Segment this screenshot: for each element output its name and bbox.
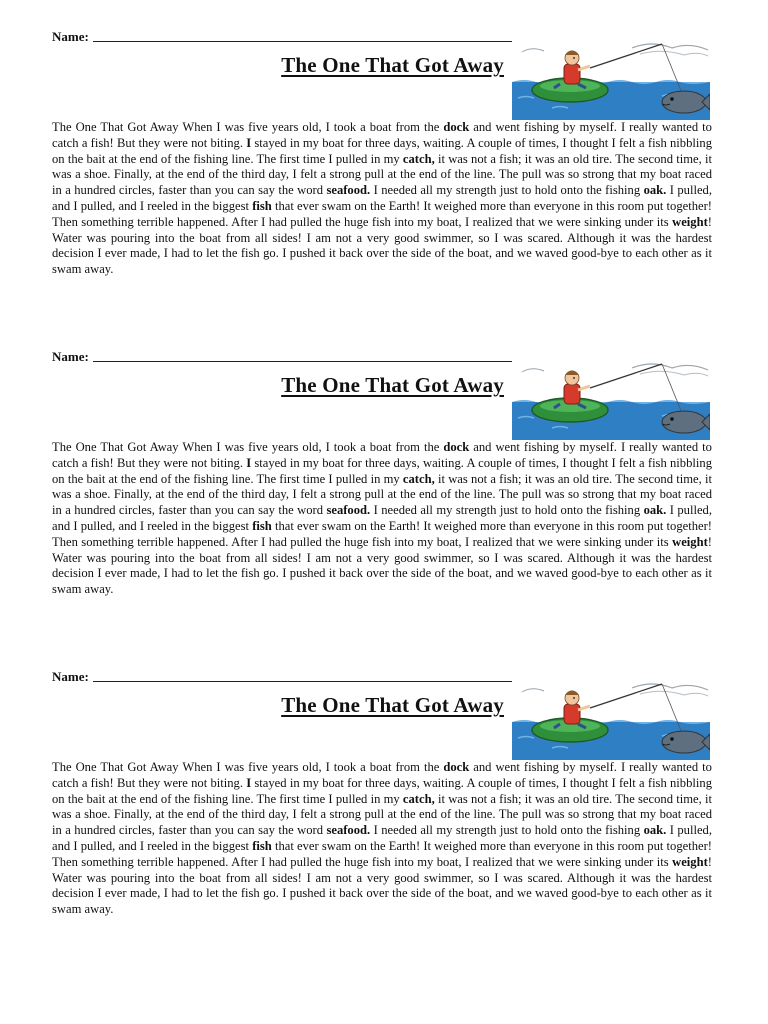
name-label: Name:: [52, 669, 89, 684]
story-paragraph: [52, 440, 712, 598]
name-label: Name:: [52, 349, 89, 364]
vocab-word: catch,: [402, 791, 435, 806]
story-run: stayed in my boat for three days, waiting. A couple of times, I thought I felt a fish nibbling on the bait at the end of the fishing line. The first time I pulled in my: [52, 135, 712, 166]
story-run: ! Water was pouring into the boat from all sides! I am not a very good swimmer, so I was scared. Although it was the hardest decision I ever made, I had to let the fish go. I pushed it back over the side of the boat, and we waved good-bye to each other as it swam away.: [52, 534, 712, 597]
vocab-word: weight: [672, 534, 708, 549]
vocab-word: catch,: [402, 151, 435, 166]
worksheet-3: [52, 668, 712, 968]
story-run: ! Water was pouring into the boat from all sides! I am not a very good swimmer, so I was scared. Although it was the hardest decision I ever made, I had to let the fish go. I pushed it back over the side of the boat, and we waved good-bye to each other as it swam away.: [52, 214, 712, 277]
story-run: and went fishing by myself. I really wanted to catch a fish! But they were not biting.: [52, 440, 712, 470]
vocab-word: dock: [443, 120, 470, 134]
vocab-word: I: [246, 775, 252, 790]
story-run: that ever swam on the Earth! It weighed more than everyone in this room put together! Then something terrible happened. After I had pulled the huge fish into my boat, I realized that we were sinking under its: [52, 198, 712, 229]
story-run: it was not a fish; it was an old tire. The second time, it was a shoe. Finally, at the end of the third day, I felt a strong pull at the end of the line. The pull was so strong that my boat raced in a hundred circles, faster than you can say the word: [52, 791, 712, 838]
story-run: I needed all my strength just to hold onto the fishing: [370, 823, 644, 838]
story-text: [52, 440, 712, 598]
fishing-boy-icon: [512, 358, 710, 440]
story-run: The One That Got Away When I was five years old, I took a boat from the: [52, 440, 444, 454]
story-run: I pulled, and I pulled, and I reeled in the biggest: [52, 823, 713, 853]
story-run: and went fishing by myself. I really wanted to catch a fish! But they were not biting.: [52, 120, 712, 150]
worksheet-1: [52, 28, 712, 328]
story-run: that ever swam on the Earth! It weighed more than everyone in this room put together! Then something terrible happened. After I had pulled the huge fish into my boat, I realized that we were sinking under its: [52, 838, 712, 869]
story-run: I pulled, and I pulled, and I reeled in the biggest: [52, 503, 713, 533]
story-run: The One That Got Away When I was five years old, I took a boat from the: [52, 760, 444, 774]
vocab-word: weight: [672, 214, 708, 229]
worksheet-title: The One That Got Away: [281, 53, 504, 77]
story-text: [52, 120, 712, 278]
story-run: it was not a fish; it was an old tire. The second time, it was a shoe. Finally, at the end of the third day, I felt a strong pull at the end of the line. The pull was so strong that my boat raced in a hundred circles, faster than you can say the word: [52, 471, 712, 518]
vocab-word: oak.: [643, 823, 667, 838]
vocab-word: fish: [252, 518, 272, 533]
story-run: stayed in my boat for three days, waiting. A couple of times, I thought I felt a fish nibbling on the bait at the end of the fishing line. The first time I pulled in my: [52, 775, 712, 806]
fishing-boy-icon: [512, 678, 710, 760]
worksheet-title: The One That Got Away: [281, 693, 504, 717]
vocab-word: oak.: [643, 503, 667, 518]
vocab-word: oak.: [643, 183, 667, 198]
fishing-boy-icon: [512, 38, 710, 120]
story-text: [52, 760, 712, 918]
vocab-word: fish: [252, 198, 272, 213]
story-run: it was not a fish; it was an old tire. The second time, it was a shoe. Finally, at the end of the third day, I felt a strong pull at the end of the line. The pull was so strong that my boat raced in a hundred circles, faster than you can say the word: [52, 151, 712, 198]
story-paragraph: [52, 120, 712, 278]
story-run: that ever swam on the Earth! It weighed more than everyone in this room put together! Then something terrible happened. After I had pulled the huge fish into my boat, I realized that we were sinking under its: [52, 518, 712, 549]
worksheet-2: [52, 348, 712, 648]
worksheet-title: The One That Got Away: [281, 373, 504, 397]
story-run: ! Water was pouring into the boat from all sides! I am not a very good swimmer, so I was scared. Although it was the hardest decision I ever made, I had to let the fish go. I pushed it back over the side of the boat, and we waved good-bye to each other as it swam away.: [52, 854, 712, 917]
vocab-word: I: [246, 455, 252, 470]
vocab-word: catch,: [402, 471, 435, 486]
vocab-word: seafood.: [326, 823, 371, 838]
vocab-word: weight: [672, 854, 708, 869]
story-run: The One That Got Away When I was five years old, I took a boat from the: [52, 120, 444, 134]
story-run: I pulled, and I pulled, and I reeled in the biggest: [52, 183, 713, 213]
story-paragraph: [52, 760, 712, 918]
vocab-word: dock: [443, 760, 470, 774]
story-run: and went fishing by myself. I really wanted to catch a fish! But they were not biting.: [52, 760, 712, 790]
vocab-word: dock: [443, 440, 470, 454]
vocab-word: seafood.: [326, 183, 371, 198]
name-label: Name:: [52, 29, 89, 44]
story-run: stayed in my boat for three days, waiting. A couple of times, I thought I felt a fish nibbling on the bait at the end of the fishing line. The first time I pulled in my: [52, 455, 712, 486]
vocab-word: fish: [252, 838, 272, 853]
vocab-word: seafood.: [326, 503, 371, 518]
story-run: I needed all my strength just to hold onto the fishing: [370, 183, 644, 198]
story-run: I needed all my strength just to hold onto the fishing: [370, 503, 644, 518]
vocab-word: I: [246, 135, 252, 150]
